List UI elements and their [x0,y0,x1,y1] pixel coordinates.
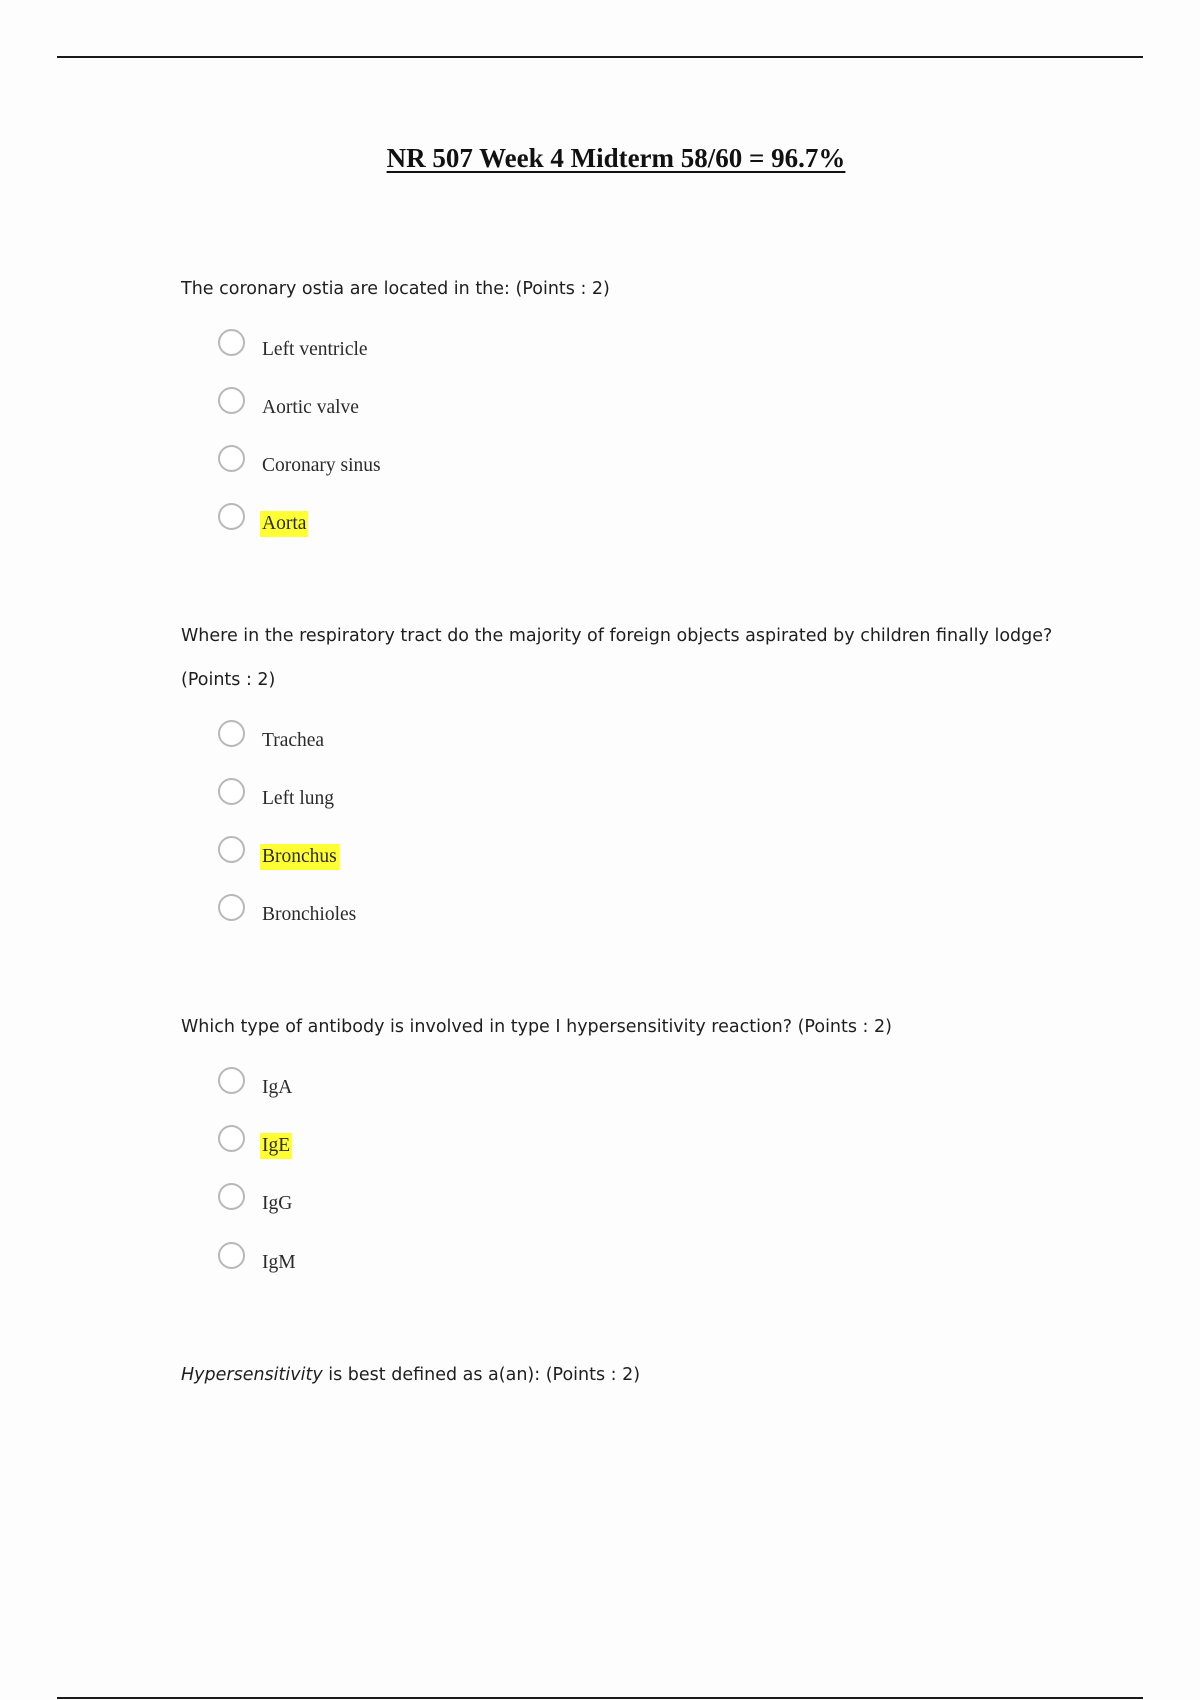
option-label: IgA [262,1077,293,1098]
question-4-emphasis: Hypersensitivity [181,1365,323,1385]
radio-button-icon[interactable] [218,1242,245,1269]
option-label-highlighted: Aorta [260,511,308,537]
radio-button-icon[interactable] [218,503,245,530]
option-label: Aortic valve [262,397,359,418]
question-4-rest: is best defined as a(an): (Points : 2) [322,1365,641,1385]
question-1-text: The coronary ostia are located in the: (Points : 2) [181,279,610,299]
option-label: Left lung [262,788,335,809]
option-label: Trachea [262,730,325,751]
question-1-option-2[interactable] [218,386,361,422]
question-1-option-3[interactable] [218,444,383,480]
bottom-divider [57,1697,1143,1699]
radio-button-icon[interactable] [218,1183,245,1210]
question-3-option-4[interactable] [218,1241,298,1277]
option-label: Left ventricle [262,339,368,360]
question-4-text [181,1353,1061,1397]
radio-button-icon[interactable] [218,1125,245,1152]
question-2-option-4[interactable] [218,893,358,929]
radio-button-icon[interactable] [218,387,245,414]
option-label: IgM [262,1252,296,1273]
question-2-option-2[interactable] [218,777,336,813]
radio-button-icon[interactable] [218,720,245,747]
option-label-highlighted: IgE [260,1133,292,1159]
option-label: IgG [262,1193,293,1214]
top-divider [57,56,1143,58]
question-3-option-2[interactable] [218,1124,292,1160]
radio-button-icon[interactable] [218,445,245,472]
option-label: Coronary sinus [262,455,381,476]
radio-button-icon[interactable] [218,329,245,356]
option-label: Bronchioles [262,904,357,925]
question-2-option-1[interactable] [218,719,326,755]
question-2-text: Where in the respiratory tract do the majority of foreign objects aspirated by children finally lodge? (Points : 2) [181,626,1053,690]
radio-button-icon[interactable] [218,1067,245,1094]
radio-button-icon[interactable] [218,894,245,921]
question-3-text: Which type of antibody is involved in type I hypersensitivity reaction? (Points : 2) [181,1017,892,1037]
radio-button-icon[interactable] [218,778,245,805]
question-3-option-3[interactable] [218,1182,294,1218]
page-title: NR 507 Week 4 Midterm 58/60 = 96.7% [386,143,846,173]
question-1-option-1[interactable] [218,328,370,364]
question-3-option-1[interactable] [218,1066,294,1102]
question-1-option-4[interactable] [218,502,308,538]
option-label-highlighted: Bronchus [260,844,339,870]
question-2-option-3[interactable] [218,835,339,871]
radio-button-icon[interactable] [218,836,245,863]
